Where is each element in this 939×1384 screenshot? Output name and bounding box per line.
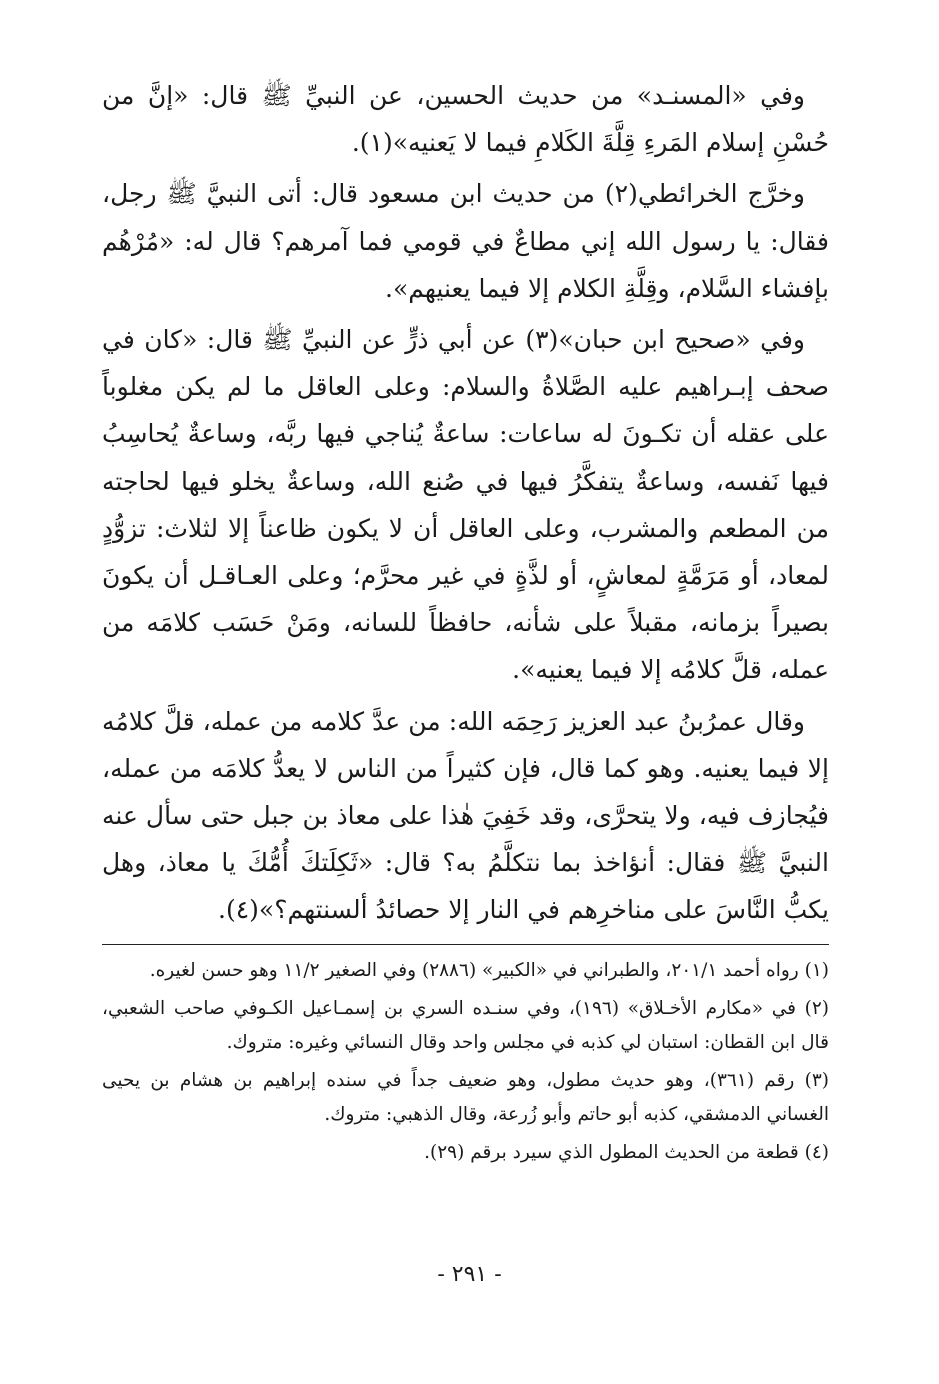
footnote-2: (٢) في «مكارم الأخـلاق» (١٩٦)، وفي سنـده السري بن إسمـاعيل الكـوفي صاحب الشعبي، قال ابن القطان: استبان لي كذبه في مجلس واحد وقال النسائي وغيره: متروك. [102, 998, 829, 1053]
footnote-1: (١) رواه أحمد ٢٠١/١، والطبراني في «الكبير» (٢٨٨٦) وفي الصغير ١١/٢ وهو حسن لغيره. [149, 959, 829, 981]
main-text [102, 72, 829, 934]
footnotes [102, 954, 829, 1170]
page-number: - ٢٩١ - [437, 1262, 502, 1287]
paragraph-1: وفي «المسنـد» من حديث الحسين، عن النبيِّ ﷺ قال: «إنَّ من حُسْنِ إسلام المَرءِ قِلَّةَ الكَلامِ فيما لا يَعنيه»(١). [102, 81, 829, 158]
paragraph-4: وقال عمرُبنُ عبد العزيز رَحِمَه الله: من عدَّ كلامه من عمله، قلَّ كلامُه إلا فيما يعنيه. وهو كما قال، فإن كثيراً من الناس لا يعدُّ كلامَه من عمله، فيُجازف فيه، ولا يتحرَّى، وقد خَفِيَ هٰذا على معاذ بن جبل حتى سأل عنه النبيَّ ﷺ فقال: أنؤاخذ بما نتكلَّمُ به؟ قال: «ثَكِلَتكَ أُمُّكَ يا معاذ، وهل يكبُّ النَّاسَ على مناخرِهم في النار إلا حصائدُ ألسنتهم؟»(٤). [102, 706, 829, 925]
footnote-3: (٣) رقم (٣٦١)، وهو حديث مطول، وهو ضعيف جداً في سنده إبراهيم بن هشام بن يحيى الغساني الدمشقي، كذبه أبو حاتم وأبو زُرعة، وقال الذهبي: متروك. [102, 1070, 829, 1125]
paragraph-3: وفي «صحيح ابن حبان»(٣) عن أبي ذرٍّ عن النبيِّ ﷺ قال: «كان في صحف إبـراهيم عليه الصَّلاةُ والسلام: وعلى العاقل ما لم يكن مغلوباً على عقله أن تكـونَ له ساعات: ساعةٌ يُناجي فيها ربَّه، وساعةٌ يُحاسِبُ فيها نَفسه، وساعةٌ يتفكَّرُ فيها في صُنع الله، وساعةٌ يخلو فيها لحاجته من المطعم والمشرب، وعلى العاقل أن لا يكون ظاعناً إلا لثلاث: تزوُّدٍ لمعاد، أو مَرَمَّةٍ لمعاشٍ، أو لذَّةٍ في غير محرَّم؛ وعلى العـاقـل أن يكونَ بصيراً بزمانه، مقبلاً على شأنه، حافظاً للسانه، ومَنْ حَسَب كلامَه من عمله، قلَّ كلامُه إلا فيما يعنيه». [102, 325, 830, 685]
paragraph-2: وخرَّج الخرائطي(٢) من حديث ابن مسعود قال: أتى النبيَّ ﷺ رجل، فقال: يا رسول الله إني مطاعٌ في قومي فما آمرهم؟ قال له: «مُرْهُم بإفشاء السَّلام، وقِلَّةِ الكلام إلا فيما يعنيهم». [102, 179, 829, 303]
footnote-separator [102, 944, 829, 945]
footnote-4: (٤) قطعة من الحديث المطول الذي سيرد برقم (٢٩). [424, 1142, 829, 1164]
